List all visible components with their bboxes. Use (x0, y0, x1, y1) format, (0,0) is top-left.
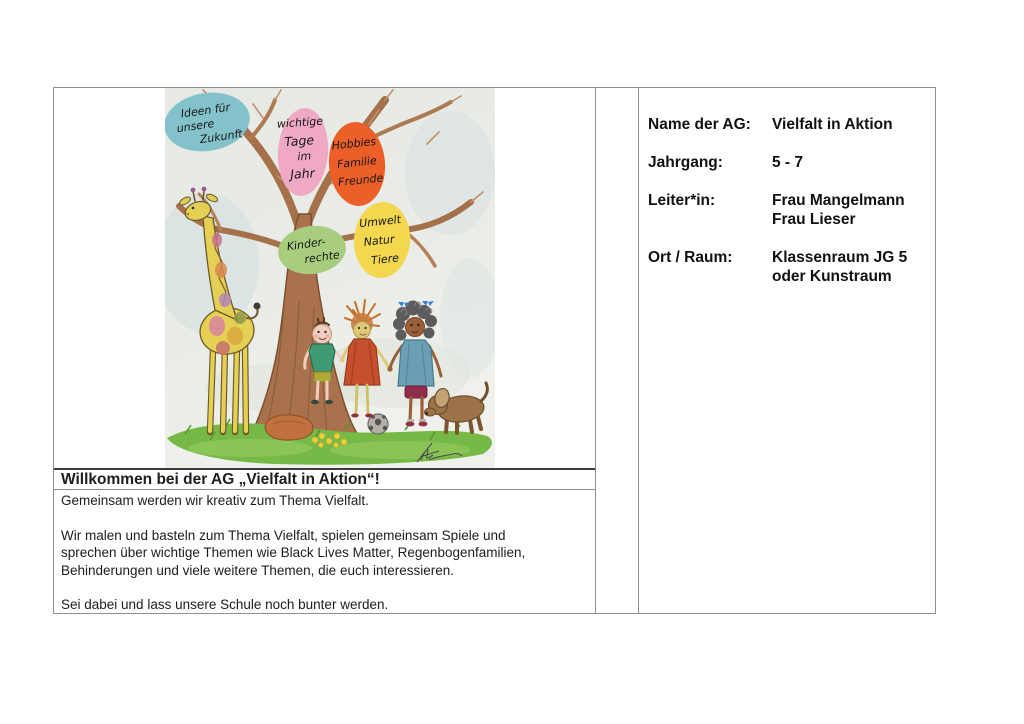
description-paragraph-2 (61, 527, 589, 580)
paragraph-line: Behinderungen und viele weitere Themen, die euch interessieren. (61, 562, 455, 578)
leaf-label: Kinder- (285, 235, 327, 254)
leaf-label: Tage (283, 132, 315, 150)
leaf-label: Ideen für (179, 100, 231, 121)
leaf-label: Umwelt (358, 212, 402, 231)
log (265, 415, 313, 440)
leaf-label: Freunde (337, 171, 384, 190)
leaf-label: Jahr (289, 165, 316, 182)
paragraph-line: sprechen über wichtige Themen wie Black Lives Matter, Regenbogenfamilien, (61, 545, 526, 560)
spacer-table-cell (595, 87, 639, 614)
info-value-line: oder Kunstraum (772, 268, 892, 285)
info-value-line: Frau Mangelmann (772, 192, 905, 209)
leaf-label: Tiere (370, 251, 400, 268)
leaf-label: wichtige (276, 114, 324, 131)
info-row-leiterin (648, 191, 927, 229)
info-value: Vielfalt in Aktion (772, 116, 893, 133)
info-label: Leiter*in: (648, 192, 716, 209)
info-value (772, 191, 905, 229)
description-paragraph-1: Gemeinsam werden wir kreativ zum Thema Vielfalt. (61, 493, 369, 508)
welcome-heading: Willkommen bei der AG „Vielfalt in Aktion“! (54, 468, 595, 490)
info-row-name (648, 115, 927, 134)
leaf-label: Natur (363, 232, 396, 249)
info-value: 5 - 7 (772, 154, 804, 171)
description-paragraph-3: Sei dabei und lass unsere Schule noch bunter werden. (61, 597, 389, 612)
description-text (54, 490, 595, 631)
leaf-label: Hobbies (331, 134, 377, 153)
info-value-line: Frau Lieser (772, 211, 856, 228)
info-label: Ort / Raum: (648, 249, 733, 266)
left-table-cell (53, 87, 596, 614)
leaf-label: im (296, 149, 312, 164)
leaf-label: rechte (303, 248, 341, 267)
leaf-label: unsere (175, 117, 216, 136)
info-label: Jahrgang: (648, 154, 723, 171)
leaf-label: Zukunft (198, 127, 244, 147)
ag-drawing-photo (165, 88, 495, 468)
info-row-ort-raum (648, 248, 927, 286)
info-row-jahrgang (648, 153, 927, 172)
info-value (772, 248, 907, 286)
info-table-cell (638, 87, 936, 614)
info-value-line: Klassenraum JG 5 (772, 249, 908, 266)
children-drawing (165, 88, 495, 468)
leaf-label: Familie (336, 153, 378, 172)
info-label: Name der AG: (648, 116, 751, 133)
paragraph-line: Wir malen und basteln zum Thema Vielfalt, spielen gemeinsam Spiele und (61, 527, 506, 543)
